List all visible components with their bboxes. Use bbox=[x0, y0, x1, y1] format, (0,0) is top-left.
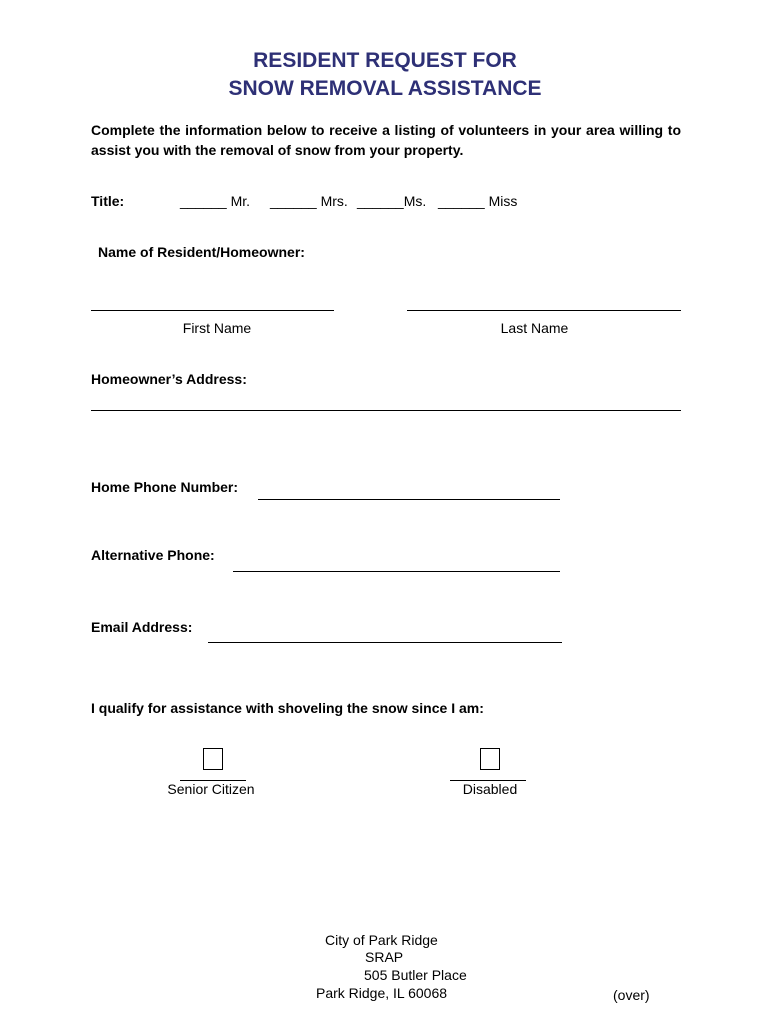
disabled-label: Disabled bbox=[462, 781, 518, 797]
over-note: (over) bbox=[613, 987, 650, 1003]
form-title-line2: SNOW REMOVAL ASSISTANCE bbox=[228, 77, 542, 100]
title-label: Title: bbox=[91, 193, 125, 209]
intro-text: Complete the information below to receive a listing of volunteers in your area willing to assist you with the removal of snow from your property. bbox=[91, 122, 681, 158]
alt-phone-field[interactable] bbox=[233, 571, 560, 572]
footer-street: 505 Butler Place bbox=[364, 967, 467, 983]
first-name-field[interactable] bbox=[91, 310, 334, 311]
footer-city: City of Park Ridge bbox=[325, 932, 438, 948]
last-name-caption: Last Name bbox=[500, 320, 569, 336]
senior-citizen-checkbox[interactable] bbox=[203, 748, 223, 770]
qualify-question: I qualify for assistance with shoveling the snow since I am: bbox=[91, 700, 484, 716]
email-field[interactable] bbox=[208, 642, 562, 643]
home-phone-field[interactable] bbox=[258, 499, 560, 500]
first-name-caption: First Name bbox=[182, 320, 252, 336]
name-label: Name of Resident/Homeowner: bbox=[98, 244, 305, 260]
alt-phone-label: Alternative Phone: bbox=[91, 547, 215, 563]
email-label: Email Address: bbox=[91, 619, 193, 635]
title-option-mrs[interactable]: ______ Mrs. bbox=[270, 193, 348, 209]
last-name-field[interactable] bbox=[407, 310, 681, 311]
home-phone-label: Home Phone Number: bbox=[91, 479, 239, 495]
disabled-checkbox[interactable] bbox=[480, 748, 500, 770]
title-option-miss[interactable]: ______ Miss bbox=[438, 193, 518, 209]
title-option-mr[interactable]: ______ Mr. bbox=[180, 193, 251, 209]
address-field[interactable] bbox=[91, 410, 681, 411]
title-option-ms[interactable]: ______Ms. bbox=[357, 193, 427, 209]
footer-city-state-zip: Park Ridge, IL 60068 bbox=[316, 985, 448, 1001]
form-title-line1: RESIDENT REQUEST FOR bbox=[253, 49, 517, 72]
senior-citizen-label: Senior Citizen bbox=[167, 781, 255, 797]
address-label: Homeowner’s Address: bbox=[91, 371, 247, 387]
footer-program: SRAP bbox=[365, 949, 404, 965]
